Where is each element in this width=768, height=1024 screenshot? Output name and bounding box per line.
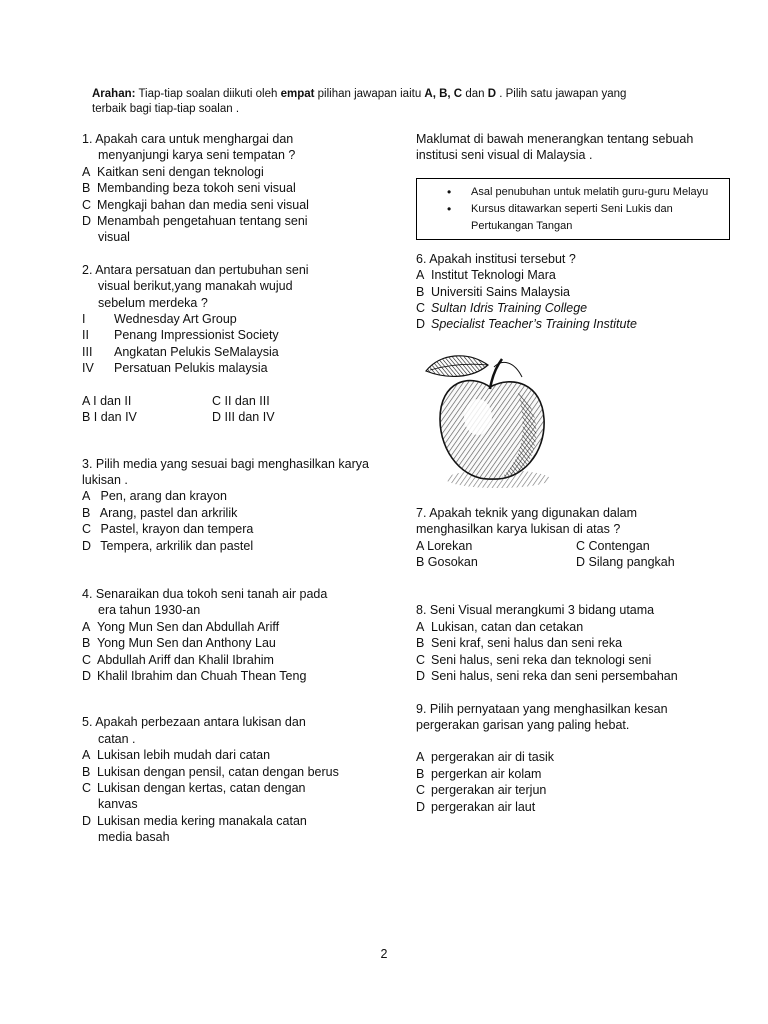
instructions: Arahan: Tiap-tiap soalan diikuti oleh empat pilihan jawapan iaitu A, B, C dan D . Pilih satu jawapan yang terbaik bagi tiap-tiap soalan . — [92, 88, 627, 115]
instructions-label: Arahan: — [92, 88, 136, 100]
option-a: A Pen, arang dan krayon — [82, 489, 227, 504]
left-column — [82, 131, 372, 846]
option-a: A pergerakan air di tasik — [416, 750, 554, 765]
option-b: B Seni kraf, seni halus dan seni reka — [416, 636, 623, 651]
option-a: A Kaitkan seni dengan teknologi — [82, 164, 264, 179]
option-b: B Membanding beza tokoh seni visual — [82, 181, 296, 196]
option-c: C Sultan Idris Training College — [416, 301, 588, 316]
option-c: C Abdullah Ariff dan Khalil Ibrahim — [82, 652, 274, 667]
question-7: 7. Apakah teknik yang digunakan dalam menghasilkan karya lukisan di atas ? A Lorekan C Contengan B Gosokan D Silang pangkah — [416, 505, 726, 571]
option-c: C Lukisan dengan kertas, catan dengan — [82, 781, 306, 795]
page-number: 2 — [380, 947, 388, 961]
option-b: B pergerkan air kolam — [416, 766, 542, 781]
option-a: A Lukisan lebih mudah dari catan — [82, 748, 271, 763]
answer-choices: A I dan II C II dan III B I dan IV D III dan IV — [82, 393, 275, 425]
item-i: I Wednesday Art Group — [82, 312, 237, 327]
question-8: 8. Seni Visual merangkumi 3 bidang utama A Lukisan, catan dan cetakan B Seni kraf, seni halus dan seni reka C Seni halus, seni reka dan teknologi seni D Seni halus, seni reka dan seni persembahan — [416, 602, 726, 684]
apple-sketch-image — [418, 349, 558, 495]
question-3: 3. Pilih media yang sesuai bagi menghasilkan karya lukisan . A Pen, arang dan krayon B Arang, pastel dan arkrilik C Pastel, krayon dan tempera D Tempera, arkrilik dan pastel — [82, 456, 372, 554]
question-5: 5. Apakah perbezaan antara lukisan dan catan . A Lukisan lebih mudah dari catan B Lukisan dengan pensil, catan dengan berus C Lukisan dengan kertas, catan dengan kanvas D Lukisan media kering manakala catan media basah — [82, 714, 372, 845]
info-bullet-2: • Kursus ditawarkan seperti Seni Lukis dan — [447, 201, 719, 218]
option-c: C pergerakan air terjun — [416, 783, 547, 798]
option-d: D Menambah pengetahuan tentang seni — [82, 214, 308, 229]
option-b: B Arang, pastel dan arkrilik — [82, 505, 238, 520]
option-c: C Pastel, krayon dan tempera — [82, 522, 254, 537]
option-b: B Lukisan dengan pensil, catan dengan berus — [82, 764, 339, 779]
item-iii: III Angkatan Pelukis SeMalaysia — [82, 344, 279, 359]
info-bullet-2-cont: Pertukangan Tangan — [471, 219, 573, 232]
option-a: A Yong Mun Sen dan Abdullah Ariff — [82, 619, 280, 634]
question-6: 6. Apakah institusi tersebut ? A Institut Teknologi Mara B Universiti Sains Malaysia C Sultan Idris Training College D Specialist Teacher’s Training Institute — [416, 251, 726, 333]
option-d: D pergerakan air laut — [416, 799, 536, 814]
option-d: D Seni halus, seni reka dan seni persembahan — [416, 669, 678, 684]
option-d: D Tempera, arkrilik dan pastel — [82, 538, 254, 553]
option-c: C Seni halus, seni reka dan teknologi seni — [416, 652, 652, 667]
option-d: D Specialist Teacher’s Training Institute — [416, 317, 637, 332]
option-a: A Lukisan, catan dan cetakan — [416, 619, 584, 634]
info-bullet-1: • Asal penubuhan untuk melatih guru-guru Melayu — [447, 184, 719, 201]
option-a: A Institut Teknologi Mara — [416, 268, 556, 283]
answer-choices: A Lorekan C Contengan B Gosokan D Silang pangkah — [416, 538, 675, 570]
question-4: 4. Senaraikan dua tokoh seni tanah air pada era tahun 1930-an A Yong Mun Sen dan Abdullah Ariff B Yong Mun Sen dan Anthony Lau C Abdullah Ariff dan Khalil Ibrahim D Khalil Ibrahim dan Chuah Thean Teng — [82, 586, 372, 684]
info-box — [416, 178, 730, 240]
question-1: 1. Apakah cara untuk menghargai dan menyanjungi karya seni tempatan ? A Kaitkan seni dengan teknologi B Membanding beza tokoh seni visual C Mengkaji bahan dan media seni visual D Menambah pengetahuan tentang seni visual — [82, 131, 372, 246]
option-c: C Mengkaji bahan dan media seni visual — [82, 197, 309, 212]
item-iv: IV Persatuan Pelukis malaysia — [82, 361, 268, 376]
question-9: 9. Pilih pernyataan yang menghasilkan kesan pergerakan garisan yang paling hebat. A pergerakan air di tasik B pergerkan air kolam C pergerakan air terjun D pergerakan air laut — [416, 701, 726, 815]
option-b: B Yong Mun Sen dan Anthony Lau — [82, 636, 276, 651]
question-2: 2. Antara persatuan dan pertubuhan seni visual berikut,yang manakah wujud sebelum merdeka ? I Wednesday Art Group II Penang Impressionist Society III Angkatan Pelukis SeMalaysia IV Persatuan Pelukis malaysia A I dan II C II dan III B I dan IV D III dan IV — [82, 262, 372, 426]
info-intro: Maklumat di bawah menerangkan tentang sebuah institusi seni visual di Malaysia . — [416, 132, 694, 163]
instructions-text: Tiap-tiap soalan diikuti oleh — [135, 88, 281, 100]
option-d: D Lukisan media kering manakala catan — [82, 813, 307, 828]
option-b: B Universiti Sains Malaysia — [416, 284, 570, 299]
option-d: D Khalil Ibrahim dan Chuah Thean Teng — [82, 668, 307, 683]
right-column — [416, 131, 726, 815]
item-ii: II Penang Impressionist Society — [82, 328, 279, 343]
